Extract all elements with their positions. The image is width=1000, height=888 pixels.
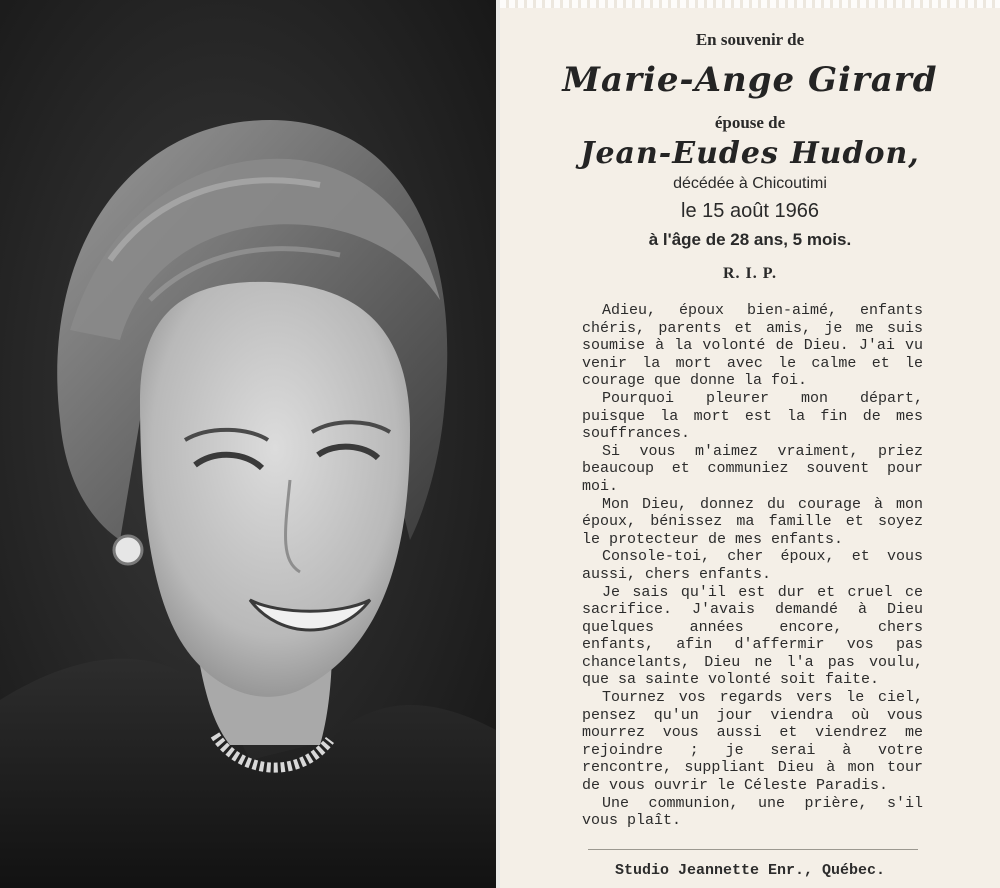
death-place: décédée à Chicoutimi (673, 175, 827, 192)
earring-shape (114, 536, 142, 564)
portrait-illustration (0, 0, 496, 888)
farewell-paragraph: Une communion, une prière, s'il vous plaît. (582, 794, 923, 830)
portrait-photo (0, 0, 496, 888)
rip-line: R. I. P. (722, 265, 778, 282)
studio-credit: Studio Jeannette Enr., Québec. (614, 862, 886, 879)
age-line: à l'âge de 28 ans, 5 mois. (648, 230, 852, 249)
deckled-edge (500, 0, 1000, 8)
farewell-paragraph: Si vous m'aimez vraiment, priez beaucoup et communiez souvent pour moi. (582, 442, 923, 495)
farewell-paragraph: Je sais qu'il est dur et cruel ce sacrifice. J'avais demandé à Dieu quelques années encore, chers enfants, afin d'affermir vos pas chancelants, Dieu ne l'a pas voulu, que sa sainte volonté soit faite. (582, 583, 923, 689)
farewell-paragraph: Adieu, époux bien-aimé, enfants chéris, parents et amis, je me suis soumise à la volonté de Dieu. J'ai vu venir la mort avec le calme et le courage que donne la foi. (582, 302, 923, 390)
deceased-name: Marie-Ange Girard (562, 60, 938, 100)
farewell-paragraph: Console-toi, cher époux, et vous aussi, chers enfants. (582, 548, 923, 583)
footer-rule (588, 849, 918, 850)
farewell-text (582, 302, 923, 830)
spouse-name: Jean-Eudes Hudon, (580, 136, 920, 171)
memorial-card (500, 0, 1000, 888)
farewell-paragraph: Tournez vos regards vers le ciel, pensez qu'un jour viendra où vous mourrez vous aussi et viendrez me rejoindre ; je serai à votre rencontre, suppliant Dieu à mon tour de vous ouvrir le Céleste Paradis. (582, 689, 923, 795)
farewell-paragraph: Pourquoi pleurer mon départ, puisque la mort est la fin de mes souffrances. (582, 389, 923, 443)
relation-line: épouse de (714, 113, 786, 132)
death-date: le 15 août 1966 (681, 200, 819, 222)
intro-line: En souvenir de (695, 30, 805, 49)
farewell-paragraph: Mon Dieu, donnez du courage à mon époux, bénissez ma famille et soyez le protecteur de mes enfants. (582, 495, 923, 548)
